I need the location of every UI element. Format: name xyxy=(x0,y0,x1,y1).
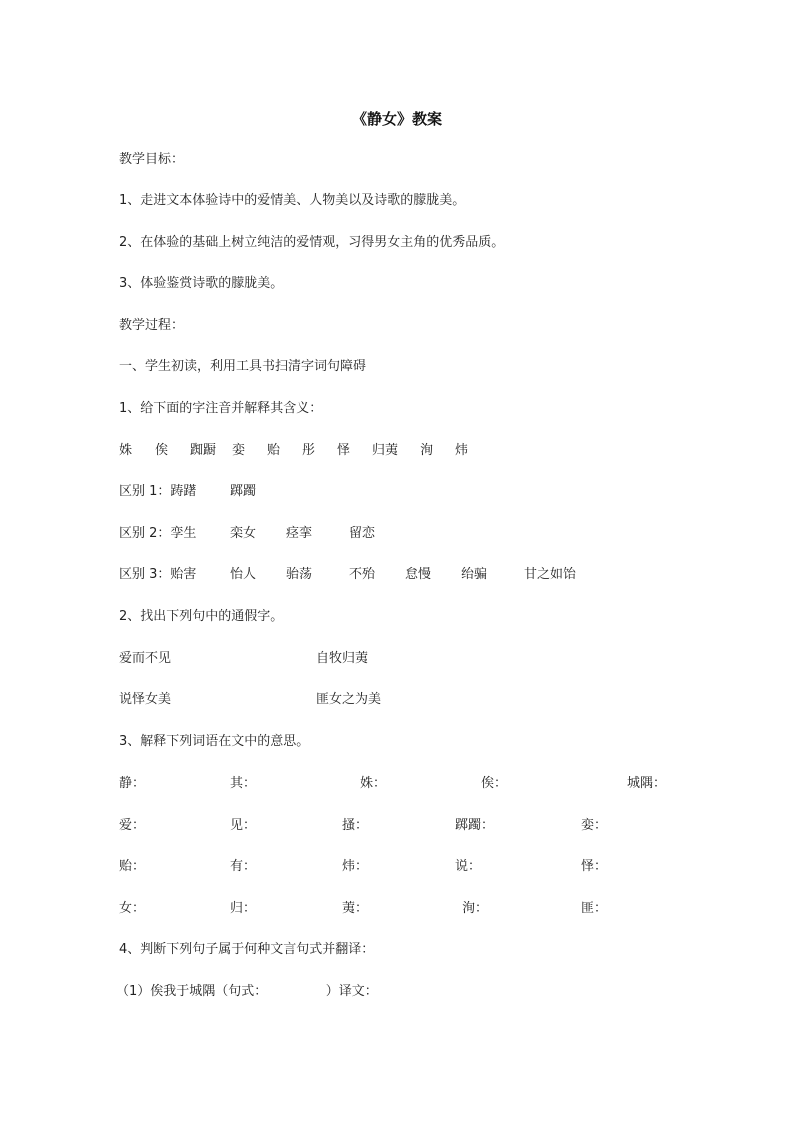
question-4: 4、判断下列句子属于何种文言句式并翻译： xyxy=(119,942,375,957)
difference-item: 区别 3：贻害 xyxy=(119,567,197,582)
word-item: 炜： xyxy=(342,859,369,874)
word-item: 见： xyxy=(230,818,257,833)
tongjia-item: 说怿女美 xyxy=(119,692,172,707)
word-item: 贻： xyxy=(119,859,146,874)
word-item: 归： xyxy=(230,901,257,916)
char-item: 洵 xyxy=(420,443,434,458)
tongjia-item: 自牧归荑 xyxy=(316,651,369,666)
word-item: 搔： xyxy=(342,818,369,833)
tongjia-item: 匪女之为美 xyxy=(316,692,382,707)
part-one-heading: 一、学生初读，利用工具书扫清字词句障碍 xyxy=(119,359,367,374)
word-item: 静： xyxy=(119,776,146,791)
tongjia-item: 爱而不见 xyxy=(119,651,172,666)
word-item: 有： xyxy=(230,859,257,874)
word-item: 其： xyxy=(230,776,257,791)
question-1: 1、给下面的字注音并解释其含义： xyxy=(119,401,323,416)
goal-item-2: 2、在体验的基础上树立纯洁的爱情观，习得男女主角的优秀品质。 xyxy=(119,235,505,250)
document-title: 《静女》教案 xyxy=(351,110,442,128)
section-goals-heading: 教学目标： xyxy=(119,152,185,167)
word-item: 姝： xyxy=(360,776,387,791)
difference-item: 痉挛 xyxy=(286,526,313,541)
char-item: 贻 xyxy=(267,443,281,458)
char-item: 怿 xyxy=(337,443,351,458)
word-item: 说： xyxy=(455,859,482,874)
difference-item: 怠慢 xyxy=(405,567,432,582)
difference-item: 怡人 xyxy=(230,567,257,582)
char-item: 炜 xyxy=(455,443,469,458)
section-process-heading: 教学过程： xyxy=(119,318,185,333)
char-item: 俟 xyxy=(155,443,169,458)
char-item: 彤 xyxy=(302,443,316,458)
char-item: 姝 xyxy=(119,443,133,458)
difference-item: 留恋 xyxy=(349,526,376,541)
difference-item: 不殆 xyxy=(349,567,376,582)
word-item: 娈： xyxy=(581,818,608,833)
word-item: 俟： xyxy=(481,776,508,791)
difference-item: 甘之如饴 xyxy=(524,567,577,582)
difference-item: 区别 2：孪生 xyxy=(119,526,197,541)
word-item: 城隅： xyxy=(627,776,667,791)
char-item: 踟蹰 xyxy=(190,443,217,458)
word-item: 洵： xyxy=(462,901,489,916)
word-item: 爱： xyxy=(119,818,146,833)
goal-item-3: 3、体验鉴赏诗歌的朦胧美。 xyxy=(119,276,284,291)
word-item: 怿： xyxy=(581,859,608,874)
question-3: 3、解释下列词语在文中的意思。 xyxy=(119,734,310,749)
difference-item: 绐骗 xyxy=(461,567,488,582)
difference-item: 骀荡 xyxy=(286,567,313,582)
char-item: 娈 xyxy=(232,443,246,458)
question-2: 2、找出下列句中的通假字。 xyxy=(119,609,284,624)
difference-item: 区别 1：踌躇 xyxy=(119,484,197,499)
word-item: 踯躅： xyxy=(455,818,495,833)
word-item: 女： xyxy=(119,901,146,916)
difference-item: 栾女 xyxy=(230,526,257,541)
goal-item-1: 1、走进文本体验诗中的爱情美、人物美以及诗歌的朦胧美。 xyxy=(119,193,466,208)
question-4-item-1: （1）俟我于城隅（句式： ）译文： xyxy=(116,984,378,999)
word-item: 匪： xyxy=(581,901,608,916)
difference-item: 踯躅 xyxy=(230,484,257,499)
char-item: 归荑 xyxy=(372,443,399,458)
word-item: 荑： xyxy=(342,901,369,916)
